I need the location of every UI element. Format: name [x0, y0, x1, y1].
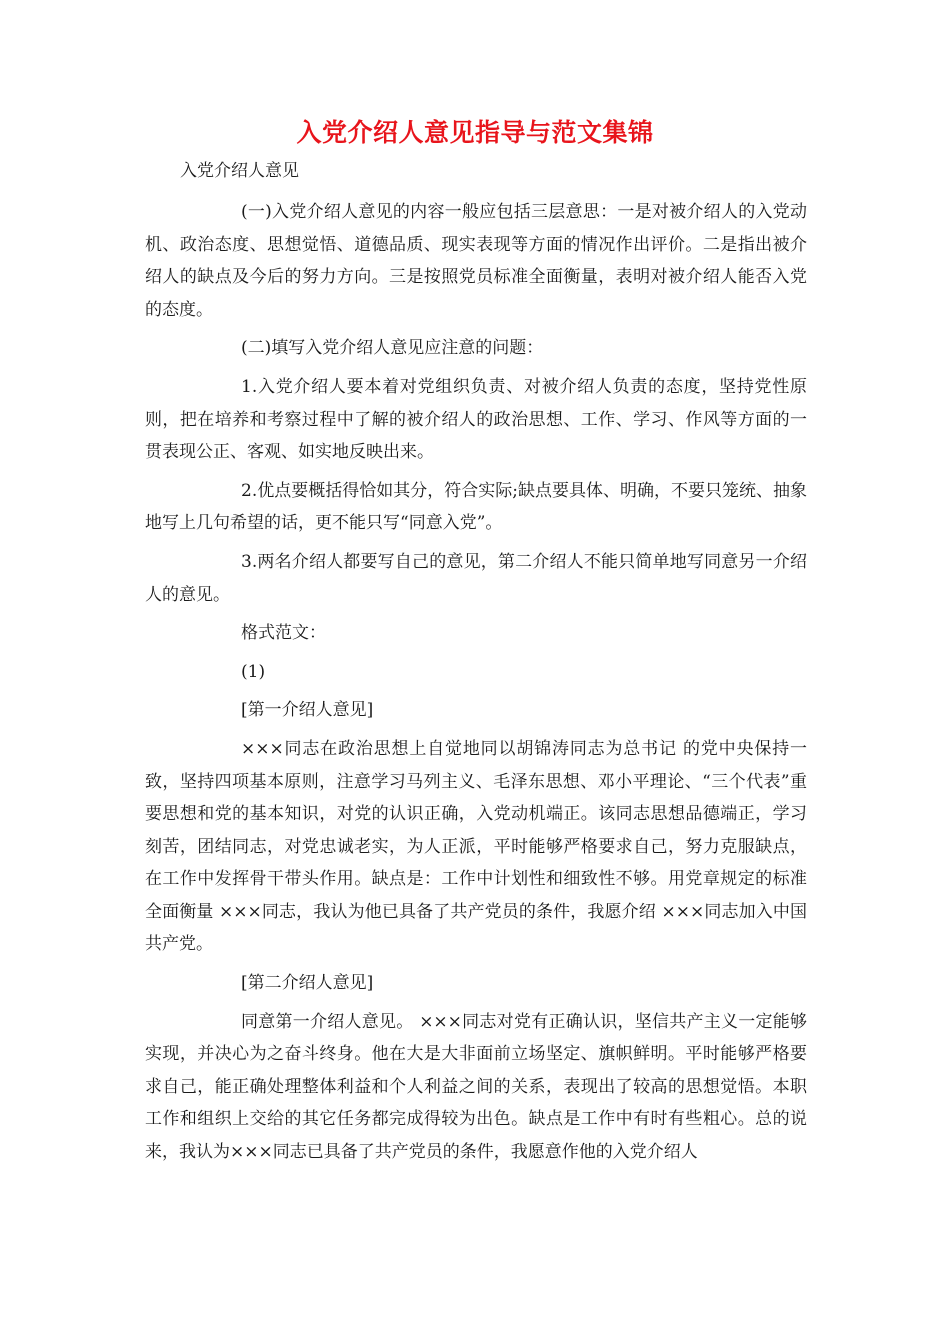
- paragraph-note-3: 3.两名介绍人都要写自己的意见，第二介绍人不能只简单地写同意另一介绍人的意见。: [145, 551, 807, 605]
- paragraph-sample-number: (1): [241, 661, 266, 682]
- document-subtitle: 入党介绍人意见: [180, 161, 299, 181]
- paragraph-note-2: 2.优点要概括得恰如其分，符合实际;缺点要具体、明确，不要只笼统、抽象地写上几句希望的话，更不能只写“同意入党”。: [145, 480, 807, 534]
- paragraph-first-introducer-heading: [第一介绍人意见]: [241, 700, 374, 721]
- document-title: 入党介绍人意见指导与范文集锦: [296, 118, 654, 147]
- paragraph-content-overview: (一)入党介绍人意见的内容一般应包括三层意思：一是对被介绍人的入党动机、政治态度、思想觉悟、道德品质、现实表现等方面的情况作出评价。二是指出被介绍人的缺点及今后的努力方向。三是按照党员标准全面衡量，表明对被介绍人能否入党的态度。: [145, 202, 807, 320]
- paragraph-notes-heading: (二)填写入党介绍人意见应注意的问题：: [241, 338, 544, 359]
- paragraph-note-1: 1.入党介绍人要本着对党组织负责、对被介绍人负责的态度，坚持党性原则，把在培养和考察过程中了解的被介绍人的政治思想、工作、学习、作风等方面的一贯表现公正、客观、如实地反映出来。: [145, 376, 807, 463]
- paragraph-second-introducer-heading: [第二介绍人意见]: [241, 973, 374, 994]
- document-body: [145, 196, 807, 1175]
- paragraph-sample-heading: 格式范文：: [241, 623, 326, 644]
- paragraph-first-introducer-opinion: ×××同志在政治思想上自觉地同以胡锦涛同志为总书记 的党中央保持一致，坚持四项基本原则，注意学习马列主义、毛泽东思想、邓小平理论、“三个代表”重要思想和党的基本知识，对党的认识正确，入党动机端正。该同志思想品德端正，学习刻苦，团结同志，对党忠诚老实，为人正派，平时能够严格要求自己，努力克服缺点，在工作中发挥骨干带头作用。缺点是：工作中计划性和细致性不够。用党章规定的标准全面衡量 ×××同志，我认为他已具备了共产党员的条件，我愿介绍 ×××同志加入中国共产党。: [145, 738, 807, 955]
- paragraph-second-introducer-opinion: 同意第一介绍人意见。 ×××同志对党有正确认识，坚信共产主义一定能够实现，并决心为之奋斗终身。他在大是大非面前立场坚定、旗帜鲜明。平时能够严格要求自己，能正确处理整体利益和个人利益之间的关系，表现出了较高的思想觉悟。本职工作和组织上交给的其它任务都完成得较为出色。缺点是工作中有时有些粗心。总的说来，我认为×××同志已具备了共产党员的条件，我愿意作他的入党介绍人: [145, 1011, 807, 1163]
